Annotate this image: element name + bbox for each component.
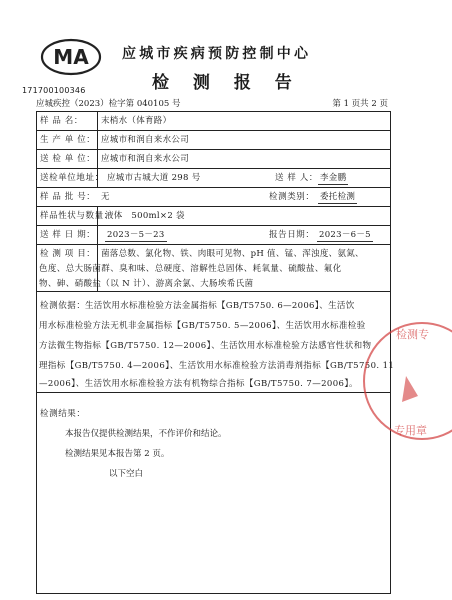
ma-logo-text: MA [53, 45, 89, 69]
row-divider [37, 392, 390, 393]
test-basis-line: 理指标【GB/T5750. 4—2006】、生活饮用水标准检验方法消毒剂指标【GB/T5750. 11 [39, 361, 395, 371]
row-divider [37, 149, 390, 150]
test-items-line: 菌落总数、氯化物、铁、肉眼可见物、pH 值、锰、浑浊度、氨氮、 [101, 249, 364, 259]
seal-text-top: 检测专 [396, 328, 429, 341]
report-number: 应城疾控（2023）检字第 040105 号 [36, 99, 181, 109]
row-divider [37, 187, 390, 188]
test-result-label: 检测结果： [40, 409, 86, 419]
report-date-label: 报告日期： [269, 230, 315, 240]
sample-date-label: 送 样 日 期： [40, 230, 96, 240]
test-items-line: 物、砷、硝酸盐（以 N 计）、游离余氯、大肠埃希氏菌 [39, 279, 254, 289]
submitter-label: 送 检 单 位： [40, 154, 96, 164]
sender-value: 李金鹏 [320, 173, 347, 183]
document-title: 检 测 报 告 [152, 73, 301, 93]
producer-label: 生 产 单 位： [40, 135, 96, 145]
sample-name-label: 样 品 名： [40, 116, 84, 126]
address-label: 送检单位地址： [40, 173, 104, 183]
row-divider [37, 244, 390, 245]
seal-text-bottom: 专用章 [394, 424, 427, 437]
test-basis-line: 生活饮用水标准检验方法金属指标【GB/T5750. 6—2006】、生活饮 [85, 301, 355, 311]
state-qty-label: 样品性状与数量： [40, 211, 113, 221]
cert-number: 171700100346 [22, 86, 86, 95]
seal-star-icon [402, 376, 418, 402]
batch-label: 样 品 批 号： [40, 192, 96, 202]
test-type-label: 检测类别： [269, 192, 315, 202]
page-info: 第 1 页共 2 页 [332, 99, 388, 109]
row-divider [37, 225, 390, 226]
test-basis-line: 方法微生物指标【GB/T5750. 12—2006】、生活饮用水标准检验方法感官性状和物 [39, 341, 372, 351]
sender-label: 送 样 人： [275, 173, 319, 183]
organization-name: 应城市疾病预防控制中心 [122, 46, 312, 62]
official-seal [392, 306, 452, 456]
producer-value: 应城市和润自来水公司 [101, 135, 190, 145]
test-type-value: 委托检测 [320, 192, 356, 202]
sample-name-value: 末梢水（体育路） [101, 116, 172, 126]
test-basis-label: 检测依据： [40, 301, 86, 311]
sample-date-value: 2023－5－23 [107, 230, 165, 240]
test-items-line: 色度、总大肠菌群、臭和味、总硬度、溶解性总固体、耗氧量、硫酸盐、氟化 [39, 264, 342, 274]
address-value: 应城市古城大道 298 号 [107, 173, 201, 183]
test-basis-line: 用水标准检验方法无机非金属指标【GB/T5750. 5—2006】、生活饮用水标准检验 [39, 321, 366, 331]
result-reference: 检测结果见本报告第 2 页。 [65, 449, 170, 459]
row-divider [37, 168, 390, 169]
row-divider [37, 130, 390, 131]
test-basis-line: —2006】、生活饮用水标准检验方法有机物综合指标【GB/T5750. 7—2006】。 [39, 379, 358, 389]
report-date-value: 2023－6－5 [319, 230, 371, 240]
submitter-value: 应城市和润自来水公司 [101, 154, 190, 164]
row-divider [37, 291, 390, 292]
state-qty-value: 液体 500ml×2 袋 [105, 211, 185, 221]
batch-value: 无 [101, 192, 110, 202]
test-items-label: 检 测 项 目： [40, 249, 96, 259]
ma-certification-logo [40, 38, 102, 76]
blank-note: 以下空白 [109, 469, 144, 479]
report-form [36, 111, 395, 594]
row-divider [37, 206, 390, 207]
result-statement: 本报告仅提供检测结果，不作评价和结论。 [65, 429, 227, 439]
